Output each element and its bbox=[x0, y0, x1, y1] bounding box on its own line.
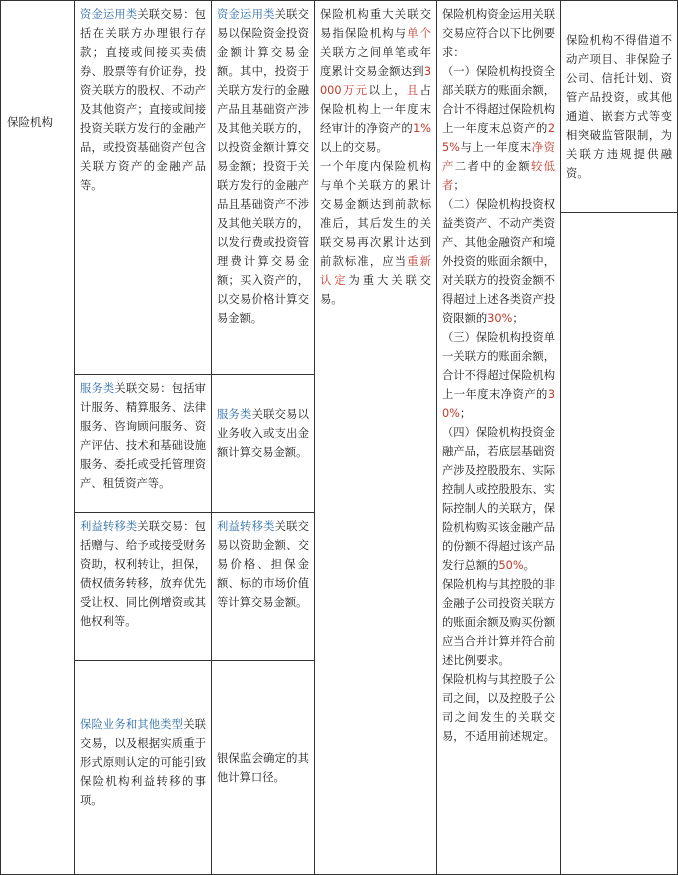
calc-desc: 关联交易以资助金额、交易价格、担保金额、标的市场价值等计算交易金额。 bbox=[217, 520, 309, 609]
ratio-item-2: （二）保险机构投资权益类资产、不动产类资产、其他金融资产和境外投资的账面余额中，对关联方的投资金额不得超过上述各类资产投资限额的30%； bbox=[442, 198, 555, 325]
ratio-subsidiary-rule: 保险机构与其控股的非金融子公司投资关联方的账面余额及购买份额应当合并计算并符合前述比例要求。 bbox=[442, 578, 555, 667]
ratio-requirements-cell bbox=[437, 1, 561, 874]
calc-cell-service bbox=[212, 375, 315, 513]
type-name: 资金运用类 bbox=[80, 8, 138, 21]
prohibition-text: 保险机构不得借道不动产项目、非保险子公司、信托计划、资管产品投资，或其他通道、嵌套方式等变相突破监管限制，为关联方违规提供融资。 bbox=[566, 34, 672, 180]
type-desc: 关联交易：包括赠与、给予或接受财务资助，权利转让，担保，债权债务转移，放弃优先受让权、同比例增资或其他权利等。 bbox=[80, 520, 206, 628]
calc-desc: 关联交易以保险资金投资金额计算交易金额。其中，投资于关联方发行的金融产品且基础资产涉及其他关联方的，以投资金额计算交易金额；投资于关联方发行的金融产品且基础资产不涉及其他关联方的，以发行费或投资管理费计算交易金额；买入资产的，以交易价格计算交易金额。 bbox=[217, 8, 309, 325]
major-definition: 保险机构重大关联交易指保险机构与单个关联方之间单笔或年度累计交易金额达到3000万元以上，且占保险机构上一年度末经审计的净资产的1%以上的交易。 bbox=[320, 8, 431, 154]
type-desc: 关联交易，以及根据实质重于形式原则认定的可能引致保险机构利益转移的事项。 bbox=[80, 718, 206, 807]
type-cell-insurance bbox=[75, 661, 212, 874]
ratio-intro: 保险机构资金运用关联交易应符合以下比例要求： bbox=[442, 8, 555, 59]
ratio-item-3: （三）保险机构投资单一关联方的账面余额，合计不得超过保险机构上一年度末净资产的30%； bbox=[442, 331, 555, 420]
type-cell-fund bbox=[75, 1, 212, 375]
calc-cell-transfer bbox=[212, 513, 315, 661]
institution-cell bbox=[1, 1, 75, 874]
calc-cell-fund bbox=[212, 1, 315, 375]
calc-desc: 银保监会确定的其他计算口径。 bbox=[217, 752, 309, 784]
type-name: 保险业务和其他类型 bbox=[80, 718, 184, 731]
type-name: 服务类 bbox=[80, 382, 115, 395]
ratio-item-4: （四）保险机构投资金融产品，若底层基础资产涉及控股股东、实际控制人或控股股东、实际控制人的关联方，保险机构购买该金融产品的份额不得超过该产品发行总额的50%。 bbox=[442, 426, 555, 572]
prohibition-cell bbox=[561, 1, 677, 213]
major-recount-rule: 一个年度内保险机构与单个关联方的累计交易金额达到前款标准后，其后发生的关联交易再次累计达到前款标准，应当重新认定为重大关联交易。 bbox=[320, 160, 431, 306]
calc-cell-other bbox=[212, 661, 315, 874]
type-cell-transfer bbox=[75, 513, 212, 661]
type-desc: 关联交易：包括审计服务、精算服务、法律服务、咨询顾问服务、资产评估、技术和基础设施服务、委托或受托管理资产、租赁资产等。 bbox=[80, 382, 206, 490]
type-desc: 关联交易：包括在关联方办理银行存款；直接或间接买卖债券、股票等有价证券，投资关联方的股权、不动产及其他资产；直接或间接投资关联方发行的金融产品，或投资基础资产包含关联方资产的金融产品等。 bbox=[80, 8, 206, 192]
ratio-item-1: （一）保险机构投资全部关联方的账面余额，合计不得超过保险机构上一年度末总资产的25%与上一年度末净资产二者中的金额较低者； bbox=[442, 65, 555, 192]
major-transaction-cell bbox=[315, 1, 437, 874]
type-name: 利益转移类 bbox=[80, 520, 138, 533]
type-cell-service bbox=[75, 375, 212, 513]
calc-name: 服务类 bbox=[217, 408, 252, 421]
calc-name: 利益转移类 bbox=[217, 520, 275, 533]
ratio-exemption: 保险机构与其控股子公司之间，以及控股子公司之间发生的关联交易，不适用前述规定。 bbox=[442, 673, 555, 743]
calc-desc: 关联交易以业务收入或支出金额计算交易金额。 bbox=[217, 408, 309, 459]
institution-label: 保险机构 bbox=[7, 115, 53, 129]
calc-name: 资金运用类 bbox=[217, 8, 275, 21]
